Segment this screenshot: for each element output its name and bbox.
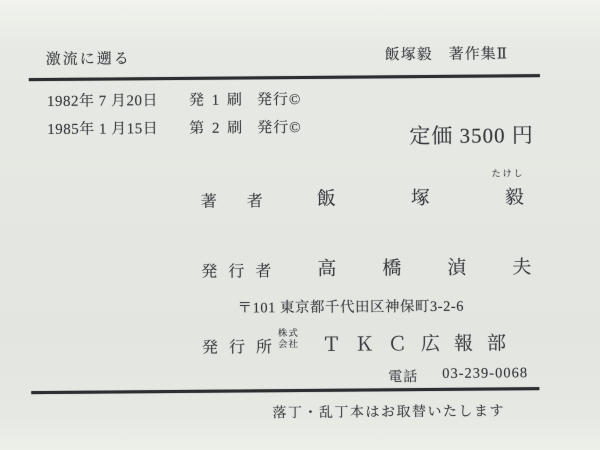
phone-label: 電話 bbox=[388, 370, 419, 386]
postal-address: 〒101 東京都千代田区神保町3-2-6 bbox=[237, 298, 464, 317]
edition-issue-mark: 発行© bbox=[256, 91, 302, 109]
replacement-notice: 落丁・乱丁本はお取替いたします bbox=[272, 404, 506, 422]
edition-date: 1985年 1 月15日 bbox=[47, 121, 159, 138]
book-title: 激流に遡る bbox=[45, 51, 131, 68]
author-name: 飯塚毅 bbox=[316, 186, 599, 210]
edition-date: 1982年 7 月20日 bbox=[46, 93, 159, 110]
author-furigana: たけし bbox=[491, 168, 525, 179]
price: 定価 3500 円 bbox=[409, 123, 534, 149]
edition-issue-mark: 発行© bbox=[257, 119, 302, 137]
author-label: 著者 bbox=[200, 193, 293, 211]
corporation-type-stack bbox=[278, 329, 299, 352]
corporation-type-line1: 株式 bbox=[277, 329, 299, 340]
issuer-label: 発行者 bbox=[201, 263, 283, 281]
bottom-rule bbox=[31, 387, 539, 393]
publisher-label: 発行所 bbox=[201, 339, 284, 357]
series-title: 飯塚毅 著作集Ⅱ bbox=[384, 46, 508, 64]
issuer-name: 高橋湞夫 bbox=[317, 256, 578, 280]
phone-number: 03-239-0068 bbox=[442, 365, 529, 382]
edition-printing: 第 2 刷 bbox=[189, 120, 245, 137]
corporation-type-line2: 会社 bbox=[277, 340, 300, 351]
publisher-name: ＴＫＣ広報部 bbox=[321, 333, 521, 356]
top-rule bbox=[29, 74, 540, 81]
edition-printing: 発 1 刷 bbox=[188, 92, 245, 109]
